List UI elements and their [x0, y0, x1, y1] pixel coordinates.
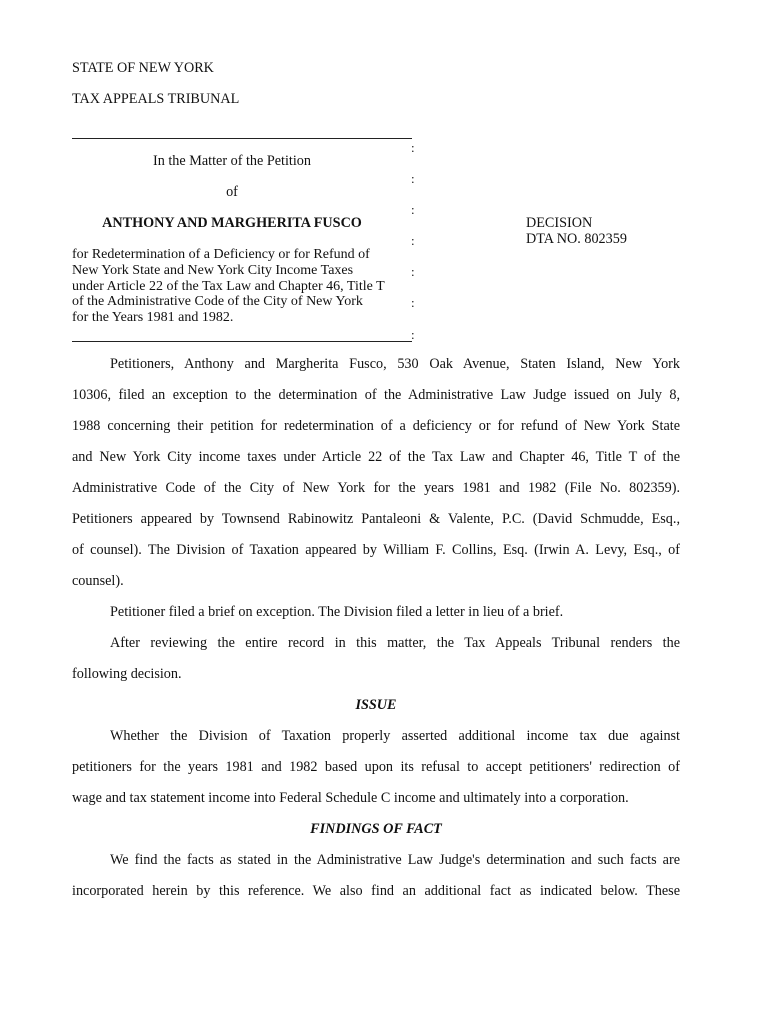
- body-line: Administrative Code of the City of New York for the years 1981 and 1982 (File No. 802359).: [72, 480, 680, 496]
- body-line: incorporated herein by this reference. We also find an additional fact as indicated below. These: [72, 883, 680, 899]
- body-line: Petitioners, Anthony and Margherita Fusco, 530 Oak Avenue, Staten Island, New York: [110, 356, 680, 372]
- body-line: and New York City income taxes under Article 22 of the Tax Law and Chapter 46, Title T of the: [72, 449, 680, 465]
- decision-label: DECISION: [526, 215, 593, 231]
- purpose-line: of the Administrative Code of the City of New York: [72, 294, 363, 310]
- tribunal-heading: TAX APPEALS TRIBUNAL: [72, 91, 240, 107]
- body-line: following decision.: [72, 666, 182, 682]
- body-line: We find the facts as stated in the Administrative Law Judge's determination and such facts are: [110, 852, 680, 868]
- findings-heading: FINDINGS OF FACT: [310, 821, 442, 837]
- body-line: petitioners for the years 1981 and 1982 based upon its refusal to accept petitioners' redirection of: [72, 759, 680, 775]
- body-line: 1988 concerning their petition for redetermination of a deficiency or for refund of New York State: [72, 418, 680, 434]
- caption-colon: :: [411, 233, 415, 248]
- caption-colon: :: [411, 327, 415, 342]
- caption-colon: :: [411, 140, 415, 155]
- caption-colon: :: [411, 295, 415, 310]
- purpose-line: for the Years 1981 and 1982.: [72, 310, 234, 326]
- body-line: Whether the Division of Taxation properly asserted additional income tax due against: [110, 728, 680, 744]
- purpose-line: New York State and New York City Income Taxes: [72, 262, 354, 278]
- caption-bottom-rule: [72, 341, 412, 342]
- purpose-line: under Article 22 of the Tax Law and Chapter 46, Title T: [72, 278, 385, 294]
- petition-purpose: [72, 247, 402, 326]
- body-line: After reviewing the entire record in this matter, the Tax Appeals Tribunal renders the: [110, 635, 680, 651]
- body-line: wage and tax statement income into Federal Schedule C income and ultimately into a corporation.: [72, 790, 629, 806]
- decision-body: [72, 353, 680, 911]
- purpose-line: for Redetermination of a Deficiency or for Refund of: [72, 247, 370, 262]
- of-line: of: [226, 184, 238, 200]
- body-line: Petitioner filed a brief on exception. The Division filed a letter in lieu of a brief.: [110, 604, 564, 620]
- caption-top-rule: [72, 138, 412, 139]
- body-line: Petitioners appeared by Townsend Rabinowitz Pantaleoni & Valente, P.C. (David Schmudde, Esq.,: [72, 511, 680, 527]
- caption-colon: :: [411, 171, 415, 186]
- decision-block: [526, 215, 627, 247]
- body-line: 10306, filed an exception to the determination of the Administrative Law Judge issued on July 8,: [72, 387, 680, 403]
- issue-heading: ISSUE: [355, 697, 397, 713]
- caption-colon: :: [411, 264, 415, 279]
- dta-number: DTA NO. 802359: [526, 231, 627, 247]
- matter-line: In the Matter of the Petition: [153, 153, 311, 169]
- state-heading: STATE OF NEW YORK: [72, 60, 214, 76]
- body-line: counsel).: [72, 573, 124, 589]
- petitioners-name: ANTHONY AND MARGHERITA FUSCO: [102, 215, 362, 231]
- caption-colon: :: [411, 202, 415, 217]
- body-line: of counsel). The Division of Taxation appeared by William F. Collins, Esq. (Irwin A. Levy, Esq., of: [72, 542, 680, 558]
